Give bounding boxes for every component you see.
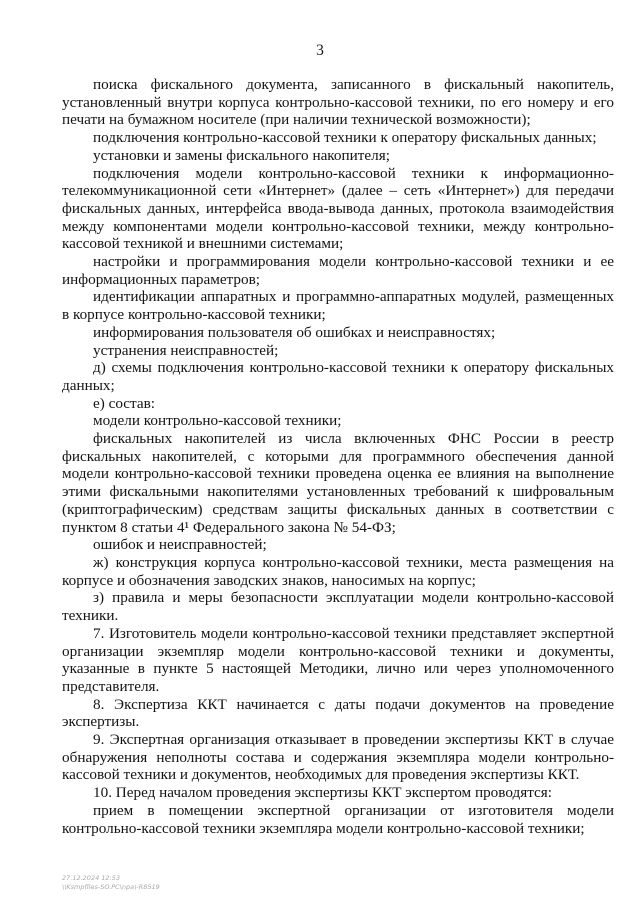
paragraph: д) схемы подключения контрольно-кассовой техники к оператору фискальных данных;	[62, 359, 614, 394]
paragraph: прием в помещении экспертной организации от изготовителя модели контрольно-кассовой техники экземпляра модели контрольно-кассовой техники;	[62, 801, 614, 837]
document-body	[62, 76, 614, 837]
paragraph: ошибок и неисправностей;	[93, 536, 267, 554]
footer-stamp	[62, 874, 160, 891]
paragraph: настройки и программирования модели контрольно-кассовой техники и ее информационных параметров;	[62, 253, 614, 288]
paragraph: 10. Перед началом проведения экспертизы ККТ экспертом проводятся:	[93, 784, 552, 802]
paragraph: е) состав:	[93, 394, 156, 412]
paragraph: установки и замены фискального накопителя;	[93, 146, 390, 164]
page-number: 3	[316, 42, 324, 59]
paragraph: 7. Изготовитель модели контрольно-кассовой техники представляет экспертной организации экземпляр модели контрольно-кассовой техники и документы, указанные в пункте 5 настоящей Методики, лично или через уполномоченного представителя.	[62, 624, 614, 695]
paragraph: подключения модели контрольно-кассовой техники к информационно-телекоммуникационной сети «Интернет» (далее – сеть «Интернет») для передачи фискальных данных, интерфейса ввода-вывода данных, протокола взаимодействия между компонентами модели контрольно-кассовой техники, между контрольно-кассовой техникой и внешними системами;	[62, 164, 614, 253]
paragraph: информирования пользователя об ошибках и неисправностях;	[93, 323, 496, 341]
paragraph: з) правила и меры безопасности эксплуатации модели контрольно-кассовой техники.	[62, 589, 614, 625]
paragraph: подключения контрольно-кассовой техники к оператору фискальных данных;	[93, 129, 597, 147]
paragraph: ж) конструкция корпуса контрольно-кассовой техники, места размещения на корпусе и обозначения заводских знаков, наносимых на корпус;	[62, 553, 614, 589]
paragraph: идентификации аппаратных и программно-аппаратных модулей, размещенных в корпусе контрольно-кассовой техники;	[62, 288, 614, 324]
paragraph: 9. Экспертная организация отказывает в проведении экспертизы ККТ в случае обнаружения неполноты состава и содержания экземпляра модели контрольно-кассовой техники и документов, необходимых для проведения экспертизы ККТ.	[62, 731, 614, 784]
paragraph: фискальных накопителей из числа включенных ФНС России в реестр фискальных накопителей, с которыми для программного обеспечения данной модели контрольно-кассовой техники проведена оценка ее влияния на выполнение этими фискальными накопителями установленных требований к шифровальным (криптографическим) средствам защиты фискальных данных в соответствии с пунктом 8 статьи 4¹ Федерального закона № 54-ФЗ;	[62, 430, 614, 536]
footer-path: \\Ksmpfiles-SO.PC\npa\-R8519	[62, 882, 160, 891]
paragraph: поиска фискального документа, записанного в фискальный накопитель, установленный внутри корпуса контрольно-кассовой техники, по его номеру и его печати на бумажном носителе (при наличии технической возможности);	[62, 76, 614, 129]
paragraph: модели контрольно-кассовой техники;	[93, 412, 342, 430]
footer-timestamp: 27.12.2024 12:53	[62, 874, 121, 882]
paragraph: устранения неисправностей;	[93, 341, 279, 359]
paragraph: 8. Экспертиза ККТ начинается с даты подачи документов на проведение экспертизы.	[62, 695, 614, 731]
